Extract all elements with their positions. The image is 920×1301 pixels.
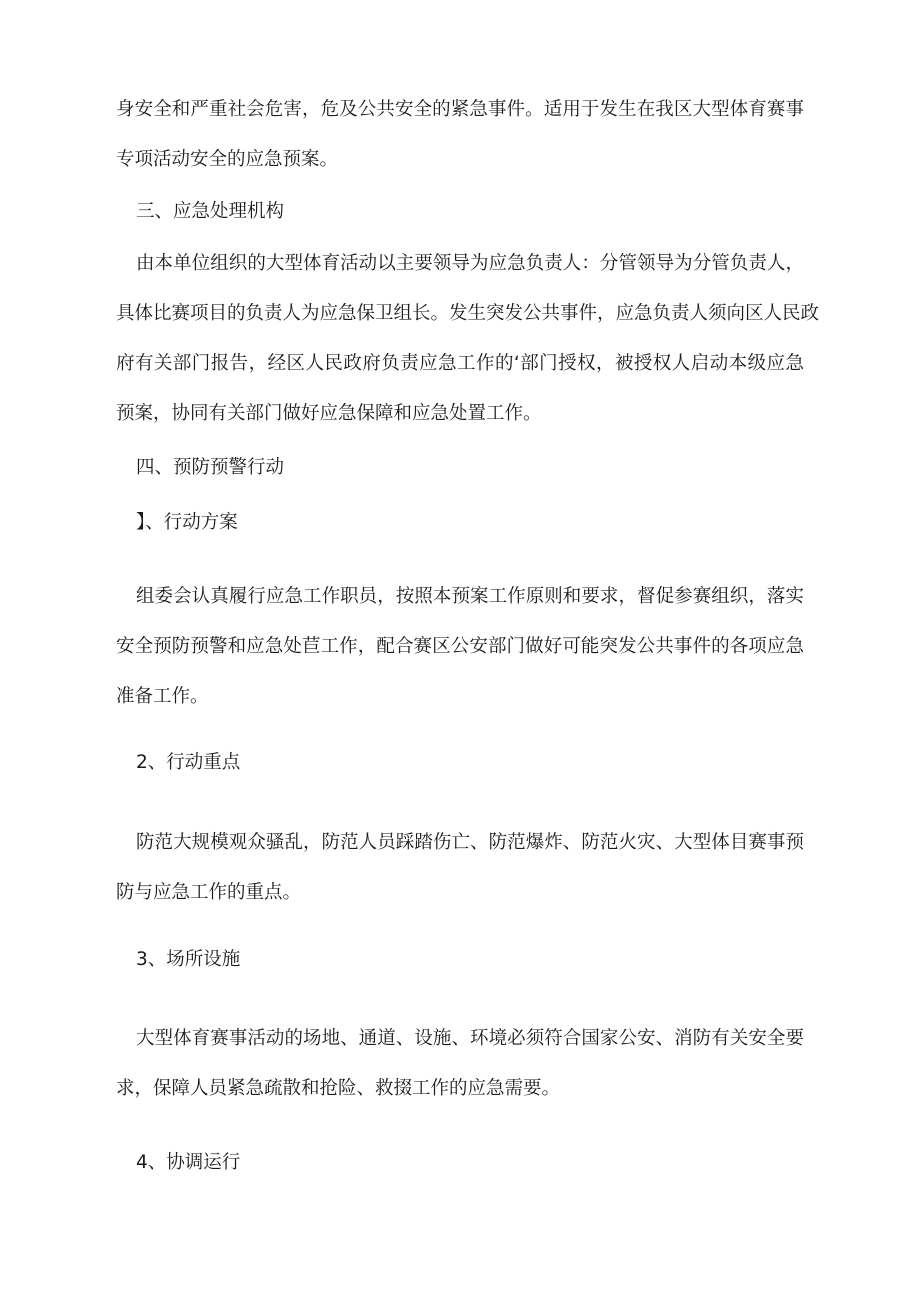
paragraph-line: 府有关部门报告，经区人民政府负责应急工作的‘部门授权，被授权人启动本级应急 <box>116 353 804 374</box>
paragraph-key-actions <box>116 830 804 906</box>
paragraph-action-plan <box>116 584 804 710</box>
paragraph-line: 防范大规模观众骚乱，防范人员踩踏伤亡、防范爆炸、防范火灾、大型体目赛事预 <box>136 832 804 853</box>
paragraph-emergency-org <box>116 251 820 427</box>
paragraph-line: 专项活动安全的应急预案。 <box>116 149 339 170</box>
paragraph-line: 安全预防预警和应急处苣工作，配合赛区公安部门做好可能突发公共事件的各项应急 <box>116 636 804 657</box>
paragraph-line: 由本单位组织的大型体育活动以主要领导为应急负责人：分管领导为分管负责人， <box>136 253 804 274</box>
paragraph-line: 大型体育赛事活动的场地、通道、设施、环境必须符合国家公安、消防有关安全要 <box>136 1028 804 1049</box>
section-title-coordination: 4、协调运行 <box>136 1152 241 1173</box>
section-title-key-actions: 2、行动重点 <box>136 752 241 773</box>
paragraph-line: 具体比赛项目的负责人为应急保卫组长。发生突发公共事件，应急负责人须向区人民政 <box>116 303 820 324</box>
paragraph-venue-facilities <box>116 1026 804 1102</box>
section-title-venue-facilities: 3、场所设施 <box>136 949 241 970</box>
paragraph-line: 预案，协同有关部门做好应急保障和应急处置工作。 <box>116 403 542 424</box>
heading-prevention-warning: 四、预防预警行动 <box>136 457 285 478</box>
paragraph-line: 组委会认真履行应急工作职员，按照本预案工作原则和要求，督促参赛组织，落实 <box>136 586 804 607</box>
section-title-action-plan: 】、行动方案 <box>136 512 238 533</box>
paragraph-line: 身安全和严重社会危害，危及公共安全的紧急事件。适用于发生在我区大型体育赛事 <box>116 99 804 120</box>
heading-emergency-org: 三、应急处理机构 <box>136 201 285 222</box>
paragraph-safety-scope <box>116 97 804 173</box>
paragraph-line: 防与应急工作的重点。 <box>116 882 302 903</box>
paragraph-line: 求，保障人员紧急疏散和抢险、救掇工作的应急需要。 <box>116 1078 561 1099</box>
paragraph-line: 准备工作。 <box>116 686 209 707</box>
